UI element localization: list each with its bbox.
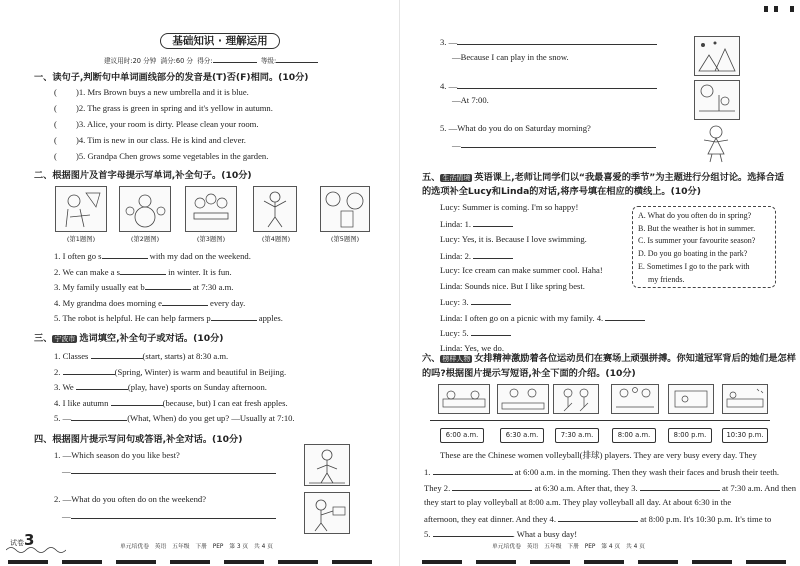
option-d: D. Do you go boating in the park? <box>638 249 748 259</box>
s4-question-2: 2. —What do you often do on the weekend? <box>54 494 207 504</box>
passage-line-2[interactable]: 1. at 6:00 a.m. in the morning. Then they wash their faces and brush their teeth. <box>424 467 780 477</box>
section3-heading: 三、 宁波市 选词填空,补全句子或对话。(10分) <box>34 333 224 344</box>
dialog-line-5: Lucy: Ice cream can make summer cool. Haha! <box>440 265 603 275</box>
dialog-line-3: Lucy: Yes, it is. Because I love swimming. <box>440 234 587 244</box>
option-e-cont: my friends. <box>648 274 685 284</box>
option-e: E. Sometimes I go to the park with <box>638 261 750 271</box>
s2-caption-5: (第5题图) <box>330 235 360 243</box>
s2-picture-2 <box>119 186 171 232</box>
timeline-picture-4 <box>611 384 659 414</box>
section2-heading: 二、根据图片及首字母提示写单词,补全句子。(10分) <box>34 170 252 181</box>
timeline-picture-2 <box>497 384 549 414</box>
s4-picture-2 <box>304 492 350 534</box>
page-number-badge: 试卷3 <box>10 531 35 549</box>
option-c: C. Is summer your favourite season? <box>638 236 756 246</box>
s2-item-1[interactable]: 1. I often go s with my dad on the weekend. <box>54 251 251 261</box>
r-q5-picture <box>694 124 740 164</box>
section5-heading-line1: 五、 生活情境 英语课上,老师让同学们以“我最喜爱的季节”为主题进行分组讨论。选择合适 <box>422 172 784 183</box>
s2-caption-1: (第1题图) <box>66 235 96 243</box>
right-page <box>400 0 800 566</box>
time-4: 8:00 a.m. <box>612 428 656 443</box>
timeline-axis <box>430 420 770 421</box>
s4-picture-1 <box>304 444 350 486</box>
time-2: 6:30 a.m. <box>500 428 544 443</box>
s3-item-1[interactable]: 1. Classes (start, starts) at 8:30 a.m. <box>54 351 229 361</box>
time-6: 10:30 p.m. <box>722 428 768 443</box>
options-box <box>632 206 776 288</box>
time-3: 7:30 a.m. <box>555 428 599 443</box>
s2-picture-5 <box>320 186 370 232</box>
s4-answer-1[interactable]: — <box>62 465 276 476</box>
dialog-line-10: Linda: Yes, we do. <box>440 343 504 353</box>
right-footer: 单元培优卷 英语 五年级 下册 PEP 第 4 页 共 4 页 <box>492 544 645 550</box>
r-q4-question[interactable]: 4. — <box>440 80 657 91</box>
option-b: B. But the weather is hot in summer. <box>638 223 756 233</box>
wave-decoration <box>6 545 66 555</box>
left-footer: 单元培优卷 英语 五年级 下册 PEP 第 3 页 共 4 页 <box>120 544 273 550</box>
dialog-line-9[interactable]: Lucy: 5. <box>440 327 511 338</box>
r-q5-answer[interactable]: — <box>452 139 656 150</box>
r-q3-answer: —Because I can play in the snow. <box>452 52 569 62</box>
s1-item-4[interactable]: ( )4. Tim is new in our class. He is kind and clever. <box>54 135 246 145</box>
dialog-line-1: Lucy: Summer is coming. I'm so happy! <box>440 202 579 212</box>
page-gutter <box>399 0 400 566</box>
page-title: 基础知识 · 理解运用 <box>160 33 280 49</box>
section6-heading-line1: 六、 榜样人物 女排精神激励着各位运动员们在赛场上顽强拼搏。你知道冠军背后的她们是怎样 <box>422 353 796 364</box>
r-q3-question[interactable]: 3. — <box>440 36 657 47</box>
timeline-picture-6 <box>722 384 768 414</box>
time-5: 8:00 p.m. <box>668 428 712 443</box>
passage-line-1: These are the Chinese women volleyball(排球) players. They are very busy every day. They <box>440 450 757 460</box>
s1-item-5[interactable]: ( )5. Grandpa Chen grows some vegetables in the garden. <box>54 151 269 161</box>
timeline-picture-3 <box>553 384 599 414</box>
passage-line-5[interactable]: afternoon, they eat dinner. And they 4. at 8:00 p.m. It's 10:30 p.m. It's time to <box>424 514 772 524</box>
s2-picture-4 <box>253 186 297 232</box>
s3-item-4[interactable]: 4. I like autumn (because, but) I can eat fresh apples. <box>54 398 288 408</box>
r-q5-question: 5. —What do you do on Saturday morning? <box>440 123 591 133</box>
section1-heading: 一、读句子,判断句中单词画线部分的发音是(T)否(F)相同。(10分) <box>34 72 309 83</box>
section4-heading: 四、根据图片提示写问句或答语,补全对话。(10分) <box>34 434 243 445</box>
section6-heading-line2: 的吗?根据图片提示写短语,补全下面的介绍。(10分) <box>422 368 636 379</box>
s4-question-1: 1. —Which season do you like best? <box>54 450 180 460</box>
timeline-picture-1 <box>438 384 490 414</box>
r-q4-picture <box>694 80 740 120</box>
timeline-picture-5 <box>668 384 714 414</box>
s2-picture-1 <box>55 186 107 232</box>
s2-item-5[interactable]: 5. The robot is helpful. He can help farmers p apples. <box>54 313 283 323</box>
s4-answer-2[interactable]: — <box>62 510 276 521</box>
dialog-line-7[interactable]: Lucy: 3. <box>440 296 511 307</box>
dialog-line-4[interactable]: Linda: 2. <box>440 250 513 261</box>
s2-caption-2: (第2题图) <box>130 235 160 243</box>
s2-item-2[interactable]: 2. We can make a s in winter. It is fun. <box>54 267 232 277</box>
r-q3-picture <box>694 36 740 76</box>
option-a: A. What do you often do in spring? <box>638 211 752 220</box>
meta-line: 建议用时:20 分钟 满分:60 分 得分: 等级: <box>104 54 318 66</box>
section5-heading-line2: 的选项补全Lucy和Linda的对话,将序号填在相应的横线上。(10分) <box>422 186 701 197</box>
s1-item-2[interactable]: ( )2. The grass is green in spring and it's yellow in autumn. <box>54 103 273 113</box>
passage-line-6[interactable]: 5. . What a busy day! <box>424 529 578 539</box>
dialog-line-2[interactable]: Linda: 1. <box>440 218 513 229</box>
time-1: 6:00 a.m. <box>440 428 484 443</box>
s2-item-3[interactable]: 3. My family usually eat b at 7:30 a.m. <box>54 282 234 292</box>
s3-item-3[interactable]: 3. We (play, have) sports on Sunday afternoon. <box>54 382 267 392</box>
r-q4-answer: —At 7:00. <box>452 95 489 105</box>
s2-caption-3: (第3题图) <box>196 235 226 243</box>
s3-item-2[interactable]: 2. (Spring, Winter) is warm and beautiful in Beijing. <box>54 367 287 377</box>
passage-line-3[interactable]: They 2. at 6:30 a.m. After that, they 3. at 7:30 a.m. And then <box>424 483 796 493</box>
passage-line-4: they start to play volleyball at 8:00 a.m. They play volleyball all day. At about 6:30 in the <box>424 497 732 507</box>
s2-item-4[interactable]: 4. My grandma does morning e every day. <box>54 298 246 308</box>
s3-item-5[interactable]: 5. — (What, When) do you get up? —Usually at 7:10. <box>54 413 295 423</box>
s2-picture-3 <box>185 186 237 232</box>
dialog-line-6: Linda: Sounds nice. But I like spring best. <box>440 281 585 291</box>
s1-item-1[interactable]: ( )1. Mrs Brown buys a new umbrella and it is blue. <box>54 87 249 97</box>
s2-caption-4: (第4题图) <box>261 235 291 243</box>
dialog-line-8[interactable]: Linda: I often go on a picnic with my family. 4. <box>440 312 645 323</box>
s1-item-3[interactable]: ( )3. Alice, your room is dirty. Please clean your room. <box>54 119 259 129</box>
